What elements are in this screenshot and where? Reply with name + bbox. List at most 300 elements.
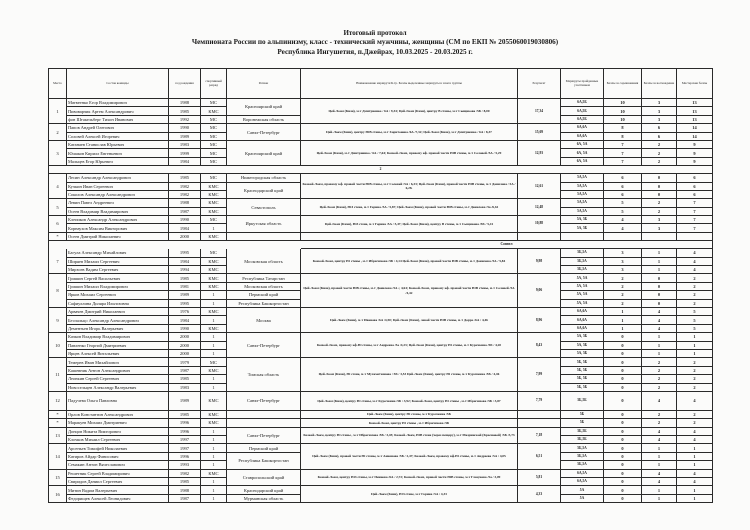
points-competition: 10 [604,107,642,115]
points-ascent: 0 [642,291,677,299]
points-ascent: 4 [642,469,677,477]
routes-done: 5А, 5Б [561,216,604,224]
points-competition: 0 [604,494,642,502]
birth-year: 1999 [169,149,201,157]
place-cell: * [49,232,67,240]
place-cell: 4 [49,174,67,199]
sport-rank: КМС [201,282,227,290]
master-points: 4 [677,478,713,486]
routes-done: 5А [561,486,604,494]
athlete-name: Соловей Алексей Игоревич [67,132,169,140]
birth-year: 1996 [169,452,201,460]
master-points: 5 [677,316,713,324]
birth-year: 1996 [169,427,201,435]
header-points-competition: Баллы за соревнования [604,69,642,99]
athlete-name: Решетник Сергей Владимирович [67,469,169,477]
points-competition: 4 [604,224,642,232]
empty-cell [169,241,201,249]
athlete-name: Свиридов Даниил Сергеевич [67,478,169,486]
place-cell: 1 [49,99,67,124]
sport-rank: КМС [201,107,227,115]
sport-rank: 1 [201,375,227,383]
sport-rank: МС [201,99,227,107]
region-cell: Красноярский край [227,140,301,165]
athlete-name: Кучкин Иван Сергеевич [67,182,169,190]
athlete-name: Мальцев Егор Юрьевич [67,157,169,165]
table-row [49,419,713,427]
routes-done: 5Б,5Б [561,427,604,435]
master-points: 6 [677,190,713,198]
result-value [518,419,561,427]
document-subtitle: Чемпионата России по альпинизму, класс - технический мужчины, женщины (СМ по ЕКП № 2055060019030806) [191,38,559,46]
divider-synthesis: Сопвел [301,241,713,249]
sport-rank: КМС [201,307,227,315]
birth-year: 1985 [169,375,201,383]
points-ascent: 4 [642,478,677,486]
route-description: Цей-Лоам (Кизи), ЮЗ стене, м-т Горина /5А / 5,87; Цей-Лоам (Кизи), правой части ЮВ стены, м-т Данилова /5а /6,61 [301,199,518,216]
document-location-dates: Республика Ингушетия, п.Джейрах, 10.03.2025 - 20.03.2025 г. [277,48,473,56]
routes-done: 5Б, 5Б [561,375,604,383]
route-description: Цей-Лоам (Кизи), м-т Дмитриенко / 6А / 9,34; Цей-Лоам (Кизи), центру В стены, м-т Сыщикова /5Б / 8,00 [301,99,518,124]
header-route: Наименование маршрута/К.тр. Баллы выделенные маршруты в зачете группы [301,69,518,99]
routes-done: 6А,5Б [561,115,604,123]
points-competition: 0 [604,478,642,486]
sport-rank: КМС [201,232,227,240]
sport-rank: КМС [201,469,227,477]
routes-done: 5Б,5Б [561,391,604,410]
result-value: 12,48 [518,199,561,216]
points-competition: 0 [604,410,642,418]
athlete-name: Сафиуллина Диляра Ильгизовна [67,299,169,307]
athlete-name: Гришин Сергей Васильевич [67,274,169,282]
points-ascent: 1 [642,341,677,349]
header-rank: спортивный разряд [201,69,227,99]
routes-done: 6А,6А [561,132,604,140]
points-competition: 4 [604,216,642,224]
athlete-name: Юшаков Кирилл Евгеньевич [67,149,169,157]
birth-year: 1984 [169,157,201,165]
birth-year: 1993 [169,461,201,469]
header-points-ascent: Баллы за восхождение [642,69,677,99]
master-points: 1 [677,494,713,502]
sport-rank: 1 [201,291,227,299]
points-ascent: 2 [642,410,677,418]
routes-done: 5Б,5Б [561,436,604,444]
region-cell: Нижегородская область [227,174,301,182]
points-competition: 3 [604,249,642,257]
routes-done: 6А,5А [561,469,604,477]
empty-cell [67,241,169,249]
routes-done: 5А, 5А [561,291,604,299]
master-points: 13 [677,99,713,107]
master-points: 2 [677,282,713,290]
points-competition: 2 [604,282,642,290]
athlete-name: Мирзоев Вадим Сергеевич [67,266,169,274]
birth-year: 1985 [169,410,201,418]
master-points: 4 [677,436,713,444]
points-ascent: 3 [642,99,677,107]
header-team: Состав команды [67,69,169,99]
points-ascent: 2 [642,140,677,148]
points-ascent: 1 [642,494,677,502]
table-row [49,216,713,224]
region-cell: Санкт-Петербург [227,333,301,358]
sport-rank: МС [201,174,227,182]
points-competition: 0 [604,349,642,357]
result-value: 9,98 [518,249,561,274]
points-competition: 0 [604,461,642,469]
table-row [49,99,713,107]
birth-year: 1983 [169,140,201,148]
result-value: 7,18 [518,427,561,444]
routes-done: 5Б, 5Б [561,366,604,374]
route-description [301,232,518,240]
points-competition: 1 [604,324,642,332]
master-points: 1 [677,349,713,357]
points-competition: 6 [604,190,642,198]
result-value: 9,06 [518,274,561,308]
route-description: Цей-Лоам (Кизи), м-т Дмитриенко / 6А / 7,64; Козкой-Лоам, правому кф. правой части ЮВ стены, м-т Соловей /5А / 5,29 [301,140,518,165]
divider-row [49,166,713,174]
birth-year: 1989 [169,391,201,410]
points-ascent: 4 [642,324,677,332]
points-ascent: 2 [642,383,677,391]
sport-rank: МС [201,249,227,257]
birth-year: 1996 [169,419,201,427]
sport-rank: КМС [201,410,227,418]
region-cell: Пермский край [227,291,301,299]
points-ascent: 3 [642,224,677,232]
points-ascent [642,232,677,240]
route-description: Цей-Лоам (Кизи), центру Ю стены, м-т Курочкина /5Б / 3,92; Козкой-Лоам, центру Ю стены , м-т Ибрагимова /5Б / 3,87 [301,391,518,410]
region-cell: Республика Башкортостан [227,452,301,469]
result-value: 10,88 [518,216,561,233]
master-points: 5 [677,307,713,315]
birth-year: 2000 [169,232,201,240]
place-cell: 11 [49,358,67,392]
empty-cell [227,241,301,249]
points-competition: 10 [604,115,642,123]
points-ascent: 0 [642,174,677,182]
result-value: 12,93 [518,140,561,165]
divider-row [49,241,713,249]
points-ascent: 1 [642,461,677,469]
routes-done: 6А,5Б [561,107,604,115]
sport-rank: 1 [201,486,227,494]
athlete-name: Осеев Владимир Владимирович [67,207,169,215]
route-description: Цей-Лоам (Кизи), центру ЮВ стены, м-т Харитонова /6А /7,32; Цей-Лоам (Кизи), м-т Дмитриенко / 6А / 8,37 [301,124,518,141]
sport-rank: 1 [201,494,227,502]
athlete-name: Семакин Антон Вячеславович [67,461,169,469]
points-ascent: 2 [642,375,677,383]
master-points: 1 [677,444,713,452]
master-points: 9 [677,149,713,157]
routes-done: 6А, 5А [561,149,604,157]
sport-rank: 1 [201,299,227,307]
routes-done: 6А,5Б [561,99,604,107]
table-row [49,307,713,315]
table-row [49,249,713,257]
athlete-name: Митин Вадим Валерьевич [67,486,169,494]
points-ascent: 1 [642,266,677,274]
athlete-name: Беспальцо Александр Александрович [67,316,169,324]
sport-rank: МС [201,140,227,148]
table-row [49,199,713,207]
birth-year: 1988 [169,199,201,207]
birth-year: 2000 [169,349,201,357]
results-table [48,68,713,503]
route-description: Козкой-Лоам, центру Ю стены , м-т Ибрагимова /5Б [301,419,518,427]
routes-done: 5А,5А [561,207,604,215]
sport-rank: КМС [201,419,227,427]
place-cell: 5 [49,199,67,216]
header-birth-year: год рождения [169,69,201,99]
master-points: 14 [677,124,713,132]
points-competition: 0 [604,358,642,366]
birth-year: 1985 [169,478,201,486]
routes-done: 5Б,5А [561,257,604,265]
athlete-name: Папов Андрей Олегович [67,124,169,132]
birth-year: 1984 [169,257,201,265]
place-cell: 16 [49,486,67,503]
master-points: 6 [677,174,713,182]
sport-rank: МС [201,149,227,157]
birth-year: 1987 [169,494,201,502]
routes-done: 5А, 5А [561,299,604,307]
header-result: Результат [518,69,561,99]
birth-year: 1997 [169,436,201,444]
points-ascent: 6 [642,124,677,132]
athlete-name: Донцов Никита Викторович [67,427,169,435]
sport-rank: 1 [201,444,227,452]
birth-year: 1994 [169,266,201,274]
master-points: 7 [677,216,713,224]
points-competition: 0 [604,444,642,452]
place-cell: 9 [49,307,67,332]
master-points: 4 [677,427,713,435]
divider-2: 2 [49,166,713,174]
routes-done: 6А, 5А [561,157,604,165]
table-row [49,410,713,418]
athlete-name: Ярков Михаил Сергеевич [67,291,169,299]
table-row [49,140,713,148]
routes-done: 5А, 5Б [561,333,604,341]
sport-rank: МС [201,115,227,123]
routes-done: 5А, 5Б [561,349,604,357]
points-competition: 5 [604,199,642,207]
athlete-name: Пивоварчик Артем Александрович [67,107,169,115]
sport-rank: 1 [201,316,227,324]
athlete-name: Катанаев Станислав Юрьевич [67,140,169,148]
birth-year: 1992 [169,115,201,123]
points-competition: 0 [604,469,642,477]
route-description: Цей-Лоам (Кизи), Ю стене, м-т Мухаметзянова / 5Б / 3,53 Цей-Лоам (Кизи), центру Ю стены, м-т Курочкина /5Б / 4,46 [301,358,518,392]
sport-rank: МС [201,124,227,132]
master-points: 1 [677,341,713,349]
region-cell: Пермский край [227,444,301,452]
region-cell: Санкт-Петербург [227,124,301,141]
header-master-points: Мастерские баллы [677,69,713,99]
sport-rank: КМС [201,199,227,207]
sport-rank: 1 [201,452,227,460]
birth-year: 1985 [169,107,201,115]
points-ascent: 4 [642,427,677,435]
athlete-name: фон Штакельберг Тихон Иванович [67,115,169,123]
place-cell: 12 [49,391,67,410]
sport-rank: 1 [201,341,227,349]
points-ascent: 0 [642,282,677,290]
routes-done: 5Б,5А [561,266,604,274]
points-competition: 0 [604,436,642,444]
master-points: 2 [677,358,713,366]
region-cell: Иркутская область [227,216,301,233]
points-ascent: 2 [642,149,677,157]
points-ascent: 4 [642,307,677,315]
sport-rank: КМС [201,190,227,198]
master-points: 9 [677,157,713,165]
birth-year: 1988 [169,486,201,494]
place-cell: 15 [49,469,67,486]
place-cell: 8 [49,274,67,308]
points-ascent: 4 [642,391,677,410]
athlete-name: Лесин Александр Александрович [67,174,169,182]
birth-year: 1982 [169,469,201,477]
birth-year: 1985 [169,274,201,282]
birth-year: 1995 [169,299,201,307]
points-ascent: 3 [642,216,677,224]
birth-year: 1990 [169,324,201,332]
points-ascent: 1 [642,257,677,265]
master-points: 9 [677,140,713,148]
region-cell: Воронежская область [227,115,301,123]
region-cell: Санкт-Петербург [227,391,301,410]
table-row [49,427,713,435]
points-ascent: 2 [642,366,677,374]
routes-done: 5Б,5А [561,249,604,257]
result-value [518,232,561,240]
master-points: 1 [677,486,713,494]
sport-rank: 1 [201,333,227,341]
points-competition: 2 [604,299,642,307]
region-cell [227,419,301,427]
birth-year: 1988 [169,99,201,107]
birth-year: 1990 [169,216,201,224]
points-ascent: 2 [642,419,677,427]
master-points: 1 [677,452,713,460]
points-competition: 1 [604,316,642,324]
points-ascent: 1 [642,249,677,257]
points-competition: 0 [604,383,642,391]
master-points: 5 [677,324,713,332]
points-competition: 0 [604,391,642,410]
sport-rank: КМС [201,182,227,190]
place-cell: 7 [49,249,67,274]
table-row [49,486,713,494]
athlete-name: Левин Павел Андреевич [67,199,169,207]
route-description: Цей-Лоам (Кизи), правой части Ю стены, м-т Анненова /5Б / 2,47; Козкой-Лоам, правому кф.Ю стены, м-т Андреева /5А / 4,05 [301,444,518,469]
sport-rank: КМС [201,266,227,274]
sport-rank: 1 [201,461,227,469]
master-points: 1 [677,461,713,469]
points-competition: 6 [604,174,642,182]
result-value: 15,69 [518,124,561,141]
points-ascent: 2 [642,358,677,366]
place-cell: 2 [49,124,67,141]
athlete-name: Ярцев Алексей Витальевич [67,349,169,357]
master-points: 7 [677,207,713,215]
points-competition: 7 [604,157,642,165]
athlete-name: Качков Владимир Владимирович [67,333,169,341]
points-competition: 10 [604,99,642,107]
birth-year: 1995 [169,249,201,257]
points-ascent: 6 [642,132,677,140]
points-competition: 5 [604,207,642,215]
birth-year: 1987 [169,366,201,374]
birth-year: 1984 [169,224,201,232]
sport-rank: КМС [201,366,227,374]
sport-rank: МС [201,157,227,165]
master-points: 14 [677,132,713,140]
points-competition: 1 [604,307,642,315]
region-cell: Московская область [227,282,301,290]
master-points: 1 [677,333,713,341]
sport-rank: КМС [201,257,227,265]
master-points: 4 [677,469,713,477]
birth-year: 1984 [169,316,201,324]
routes-done: 6А,6А [561,316,604,324]
points-ascent: 2 [642,157,677,165]
table-row [49,469,713,477]
routes-done: 5Б [561,419,604,427]
result-value [518,410,561,418]
routes-done: 5Б,5А [561,461,604,469]
routes-done: 6А,6А [561,307,604,315]
result-value: 6,51 [518,444,561,469]
route-description: Цей-Лоам (Кизи), правой части ЮВ стены, м-т Данилова /5А /, 4,64; Козкой-Лоам, правому кф. правой части ЮВ стены, м-т Соловей /5А /4,42 [301,274,518,308]
sport-rank: 1 [201,349,227,357]
result-value: 7,79 [518,391,561,410]
points-ascent: 1 [642,349,677,357]
sport-rank: КМС [201,207,227,215]
table-row [49,358,713,366]
athlete-name: Клочков Михаил Сергеевич [67,436,169,444]
athlete-name: Новосельцев Александр Валерьевич [67,383,169,391]
points-competition: 0 [604,375,642,383]
master-points [677,232,713,240]
athlete-name: Катиров Айдар Фанисович [67,452,169,460]
points-competition: 0 [604,427,642,435]
points-ascent: 1 [642,444,677,452]
master-points: 2 [677,299,713,307]
table-row [49,391,713,410]
sport-rank: 1 [201,478,227,486]
athlete-name: Соколов Александр Александрович [67,190,169,198]
athlete-name: Корнаухов Максим Викторович [67,224,169,232]
points-competition: 8 [604,132,642,140]
points-ascent: 1 [642,333,677,341]
points-competition: 0 [604,366,642,374]
region-cell: Красноярский край [227,99,301,116]
route-description: Цей-Лоам (Кизи), центру Ю стены, м-т Курочкина /5Б [301,410,518,418]
routes-done: 6А,6А [561,124,604,132]
birth-year: 2000 [169,341,201,349]
region-cell: Москва [227,307,301,332]
routes-done: 5А,5А [561,174,604,182]
master-points: 7 [677,199,713,207]
sport-rank: МС [201,358,227,366]
header-region: Регион [227,69,301,99]
routes-done: 5А, 5Б [561,224,604,232]
